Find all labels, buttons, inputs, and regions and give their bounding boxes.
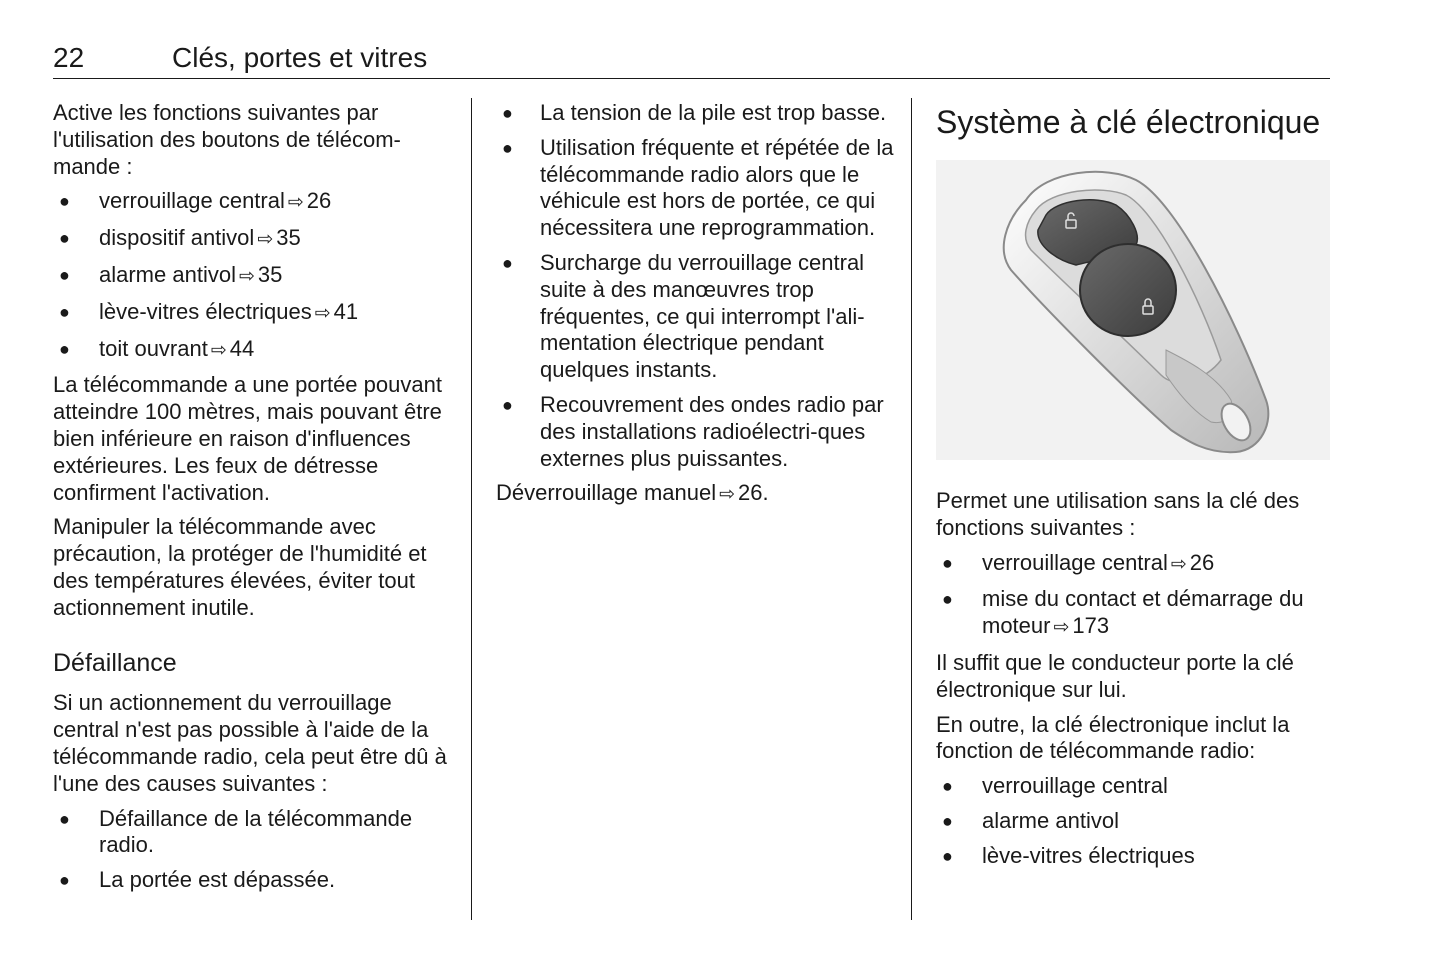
bullet-icon: ● xyxy=(59,808,70,829)
bullet-icon: ● xyxy=(502,394,513,415)
list-item: ● verrouillage central ⇨ 26 xyxy=(936,550,1336,579)
list-item: ● verrouillage central ⇨ 26 xyxy=(53,188,453,217)
bullet-icon: ● xyxy=(502,137,513,158)
page-header xyxy=(53,40,1330,79)
page-ref-arrow-icon: ⇨ xyxy=(238,265,255,287)
page-ref-link[interactable]: 26 xyxy=(306,188,332,214)
bullet-icon: ● xyxy=(59,264,70,285)
bullet-icon: ● xyxy=(942,776,953,797)
electronic-key-illustration xyxy=(936,160,1330,460)
remote-functions-list xyxy=(53,188,453,364)
list-item: ● Utilisation fréquente et répétée de la télécommande radio alors que le véhicule est hors de portée, ce qui nécessitera une reprogrammation. xyxy=(502,134,894,241)
electronic-key-heading: Système à clé électronique xyxy=(936,104,1321,140)
key-fob-icon xyxy=(936,160,1330,460)
column-right xyxy=(936,100,1336,878)
page-ref-arrow-icon: ⇨ xyxy=(314,302,331,324)
list-item: ● toit ouvrant ⇨ 44 xyxy=(53,336,453,365)
bullet-icon: ● xyxy=(59,191,70,212)
bullet-icon: ● xyxy=(59,301,70,322)
bullet-icon: ● xyxy=(942,552,953,573)
bullet-icon: ● xyxy=(502,252,513,273)
failure-intro-paragraph: Si un actionnement du verrouillage central n'est pas possible à l'aide de la télécommande radio, cela peut être dû à l'une des causes suivantes : xyxy=(53,690,447,796)
page-ref-arrow-icon: ⇨ xyxy=(1170,553,1187,575)
column-divider xyxy=(471,98,472,920)
page-ref-link[interactable]: 173 xyxy=(1072,613,1110,639)
keyless-intro-paragraph: Permet une utilisation sans la clé des fonctions suivantes : xyxy=(936,488,1300,540)
list-item: ● Défaillance de la télécommande radio. xyxy=(59,805,413,858)
page-ref-arrow-icon: ⇨ xyxy=(287,192,304,214)
bullet-icon: ● xyxy=(59,228,70,249)
carry-key-paragraph: Il suffit que le conducteur porte la clé électronique sur lui. xyxy=(936,649,1294,702)
bullet-icon: ● xyxy=(942,845,953,866)
failure-causes-list-continued xyxy=(496,100,896,472)
page-number: 22 xyxy=(53,42,85,73)
page-ref-link[interactable]: 35 xyxy=(257,261,283,287)
list-item: ● verrouillage central xyxy=(942,773,1168,799)
list-item: ● dispositif antivol ⇨ 35 xyxy=(53,225,453,254)
page-ref-arrow-icon: ⇨ xyxy=(257,229,274,251)
bullet-icon: ● xyxy=(942,589,953,610)
page-ref-link[interactable]: 44 xyxy=(229,335,255,361)
list-item: ● lève-vitres électriques xyxy=(942,842,1195,868)
column-left xyxy=(53,100,453,902)
intro-paragraph: Active les fonctions suivantes par l'utilisation des boutons de télécom-mande : xyxy=(53,100,401,179)
bullet-icon: ● xyxy=(942,810,953,831)
failure-heading: Défaillance xyxy=(53,648,177,677)
page-ref-link[interactable]: 26. xyxy=(738,480,769,506)
page-ref-link[interactable]: 26 xyxy=(1189,549,1215,575)
page-ref-arrow-icon: ⇨ xyxy=(1053,617,1070,639)
page-ref-link[interactable]: 41 xyxy=(333,298,359,324)
list-item: ● lève-vitres électriques ⇨ 41 xyxy=(53,299,453,328)
bullet-icon: ● xyxy=(59,338,70,359)
section-title: Clés, portes et vitres xyxy=(172,42,428,73)
list-item: ● La tension de la pile est trop basse. xyxy=(502,100,887,125)
list-item: ● Surcharge du verrouillage central suite à des manœuvres trop fréquentes, ce qui interrompt l'ali-mentation électrique pendant quelques instants. xyxy=(502,249,865,383)
care-paragraph: Manipuler la télécommande avec précaution, la protéger de l'humidité et des températures élevées, éviter tout actionnement inutile. xyxy=(53,514,427,620)
list-item: ● alarme antivol ⇨ 35 xyxy=(53,262,453,291)
bullet-icon: ● xyxy=(59,870,70,891)
remote-control-functions-list xyxy=(936,773,1336,869)
keyless-functions-list xyxy=(936,550,1336,642)
column-middle xyxy=(496,100,896,517)
page-ref-arrow-icon: ⇨ xyxy=(719,484,736,506)
page-ref-link[interactable]: 35 xyxy=(276,225,301,251)
column-divider xyxy=(911,98,912,920)
bullet-icon: ● xyxy=(502,103,513,123)
list-item: ● La portée est dépassée. xyxy=(59,867,336,893)
list-item: ● mise du contact et démarrage du moteur ⇨ 173 xyxy=(936,586,1336,642)
manual-unlock-paragraph: Déverrouillage manuel ⇨ 26. xyxy=(496,480,896,509)
range-paragraph: La télécommande a une portée pouvant atteindre 100 mètres, mais pouvant être bien inférieure en raison d'influences extérieures. Les feux de détresse confirment l'activation. xyxy=(53,372,442,505)
page-ref-arrow-icon: ⇨ xyxy=(210,339,227,361)
failure-causes-list xyxy=(53,806,453,894)
list-item: ● Recouvrement des ondes radio par des installations radioélectri-ques externes plus puissantes. xyxy=(502,391,884,471)
list-item: ● alarme antivol xyxy=(942,807,1119,833)
remote-function-paragraph: En outre, la clé électronique inclut la fonction de télécommande radio: xyxy=(936,711,1290,764)
